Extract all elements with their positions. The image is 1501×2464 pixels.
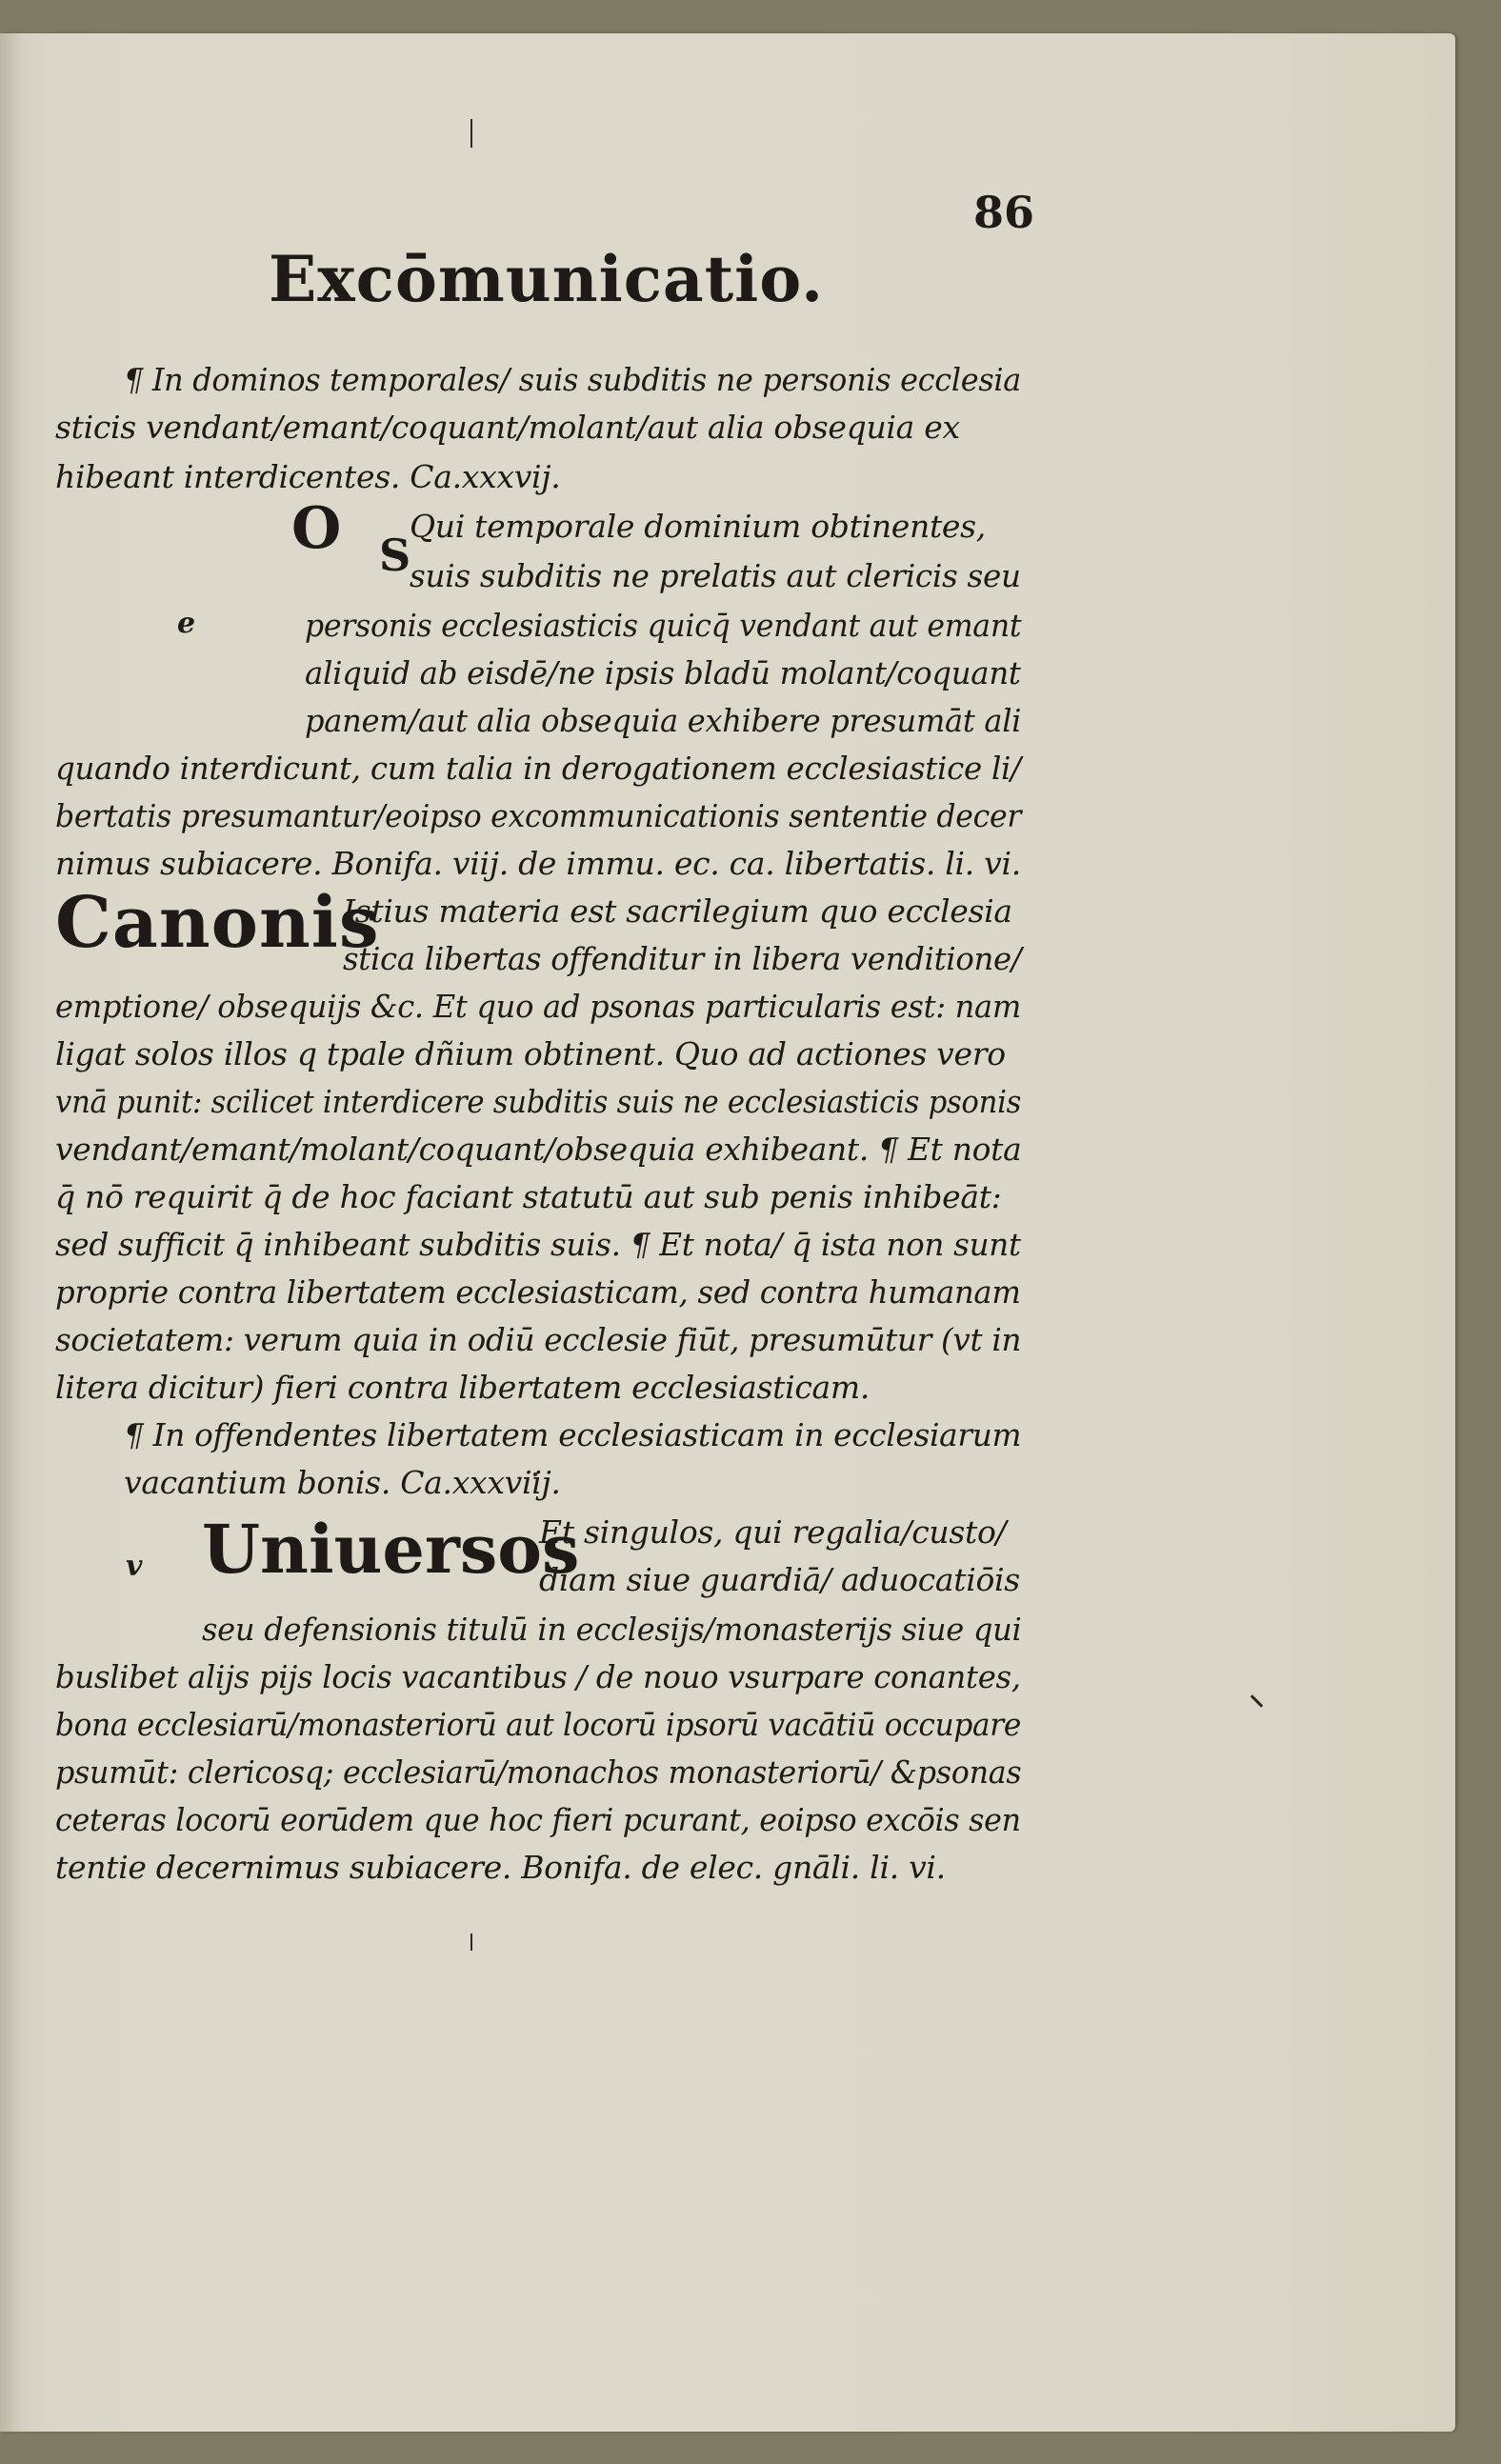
text-line: Istius materia est sacrilegium quo ecclesia bbox=[343, 892, 1012, 930]
text-line: nimus subiacere. Bonifa. viij. de immu. ec. ca. libertatis. li. vi. bbox=[55, 845, 1021, 882]
text-line: sticis vendant/emant/coquant/molant/aut alia obsequia ex bbox=[55, 409, 960, 446]
text-line: quando interdicunt, cum talia in derogationem ecclesiastice li/ bbox=[55, 750, 1021, 787]
text-line: panem/aut alia obsequia exhibere presumāt ali bbox=[305, 702, 1022, 739]
initial-word-uniuersos: Uniuersos bbox=[202, 1510, 580, 1589]
text-line: ceteras locorū eorūdem que hoc fieri pcurant, eoipso excōis sen bbox=[55, 1801, 1021, 1838]
text-line: vacantium bonis. Ca.xxxviij. bbox=[124, 1464, 561, 1501]
text-line: vnā punit: scilicet interdicere subditis suis ne ecclesiasticis psonis bbox=[55, 1083, 1022, 1120]
text-line: ¶ In dominos temporales/ suis subditis ne personis ecclesia bbox=[124, 361, 1022, 398]
text-line: societatem: verum quia in odiū ecclesie fiūt, presumūtur (vt in bbox=[55, 1321, 1022, 1358]
text-line: buslibet alijs pijs locis vacantibus / de nouo vsurpare conantes, bbox=[55, 1658, 1021, 1695]
guide-letter-e: e bbox=[177, 607, 196, 640]
page-heading: Excōmunicatio. bbox=[269, 242, 825, 316]
text-line: bona ecclesiarū/monasteriorū aut locorū ipsorū vacātiū occupare bbox=[55, 1706, 1022, 1743]
initial-letter-o: O bbox=[291, 495, 342, 562]
initial-word-canonis: Canonis bbox=[55, 882, 380, 964]
text-line: litera dicitur) fieri contra libertatem ecclesiasticam. bbox=[55, 1369, 871, 1406]
text-line: ¶ In offendentes libertatem ecclesiasticam in ecclesiarum bbox=[124, 1416, 1022, 1453]
text-line: vendant/emant/molant/coquant/obsequia exhibeant. ¶ Et nota bbox=[55, 1131, 1022, 1168]
text-line: q̄ nō requirit q̄ de hoc faciant statutū aut sub penis inhibeāt: bbox=[55, 1178, 1002, 1215]
text-line: diam siue guardiā/ aduocatiōis bbox=[539, 1561, 1020, 1598]
ink-mark bbox=[470, 1933, 472, 1951]
text-line: hibeant interdicentes. Ca.xxxvij. bbox=[55, 458, 561, 495]
guide-letter-v: v bbox=[126, 1550, 143, 1583]
initial-letter-s: S bbox=[379, 530, 411, 581]
text-line: sed sufficit q̄ inhibeant subditis suis. ¶ Et nota/ q̄ ista non sunt bbox=[55, 1226, 1021, 1263]
text-line: proprie contra libertatem ecclesiasticam, sed contra humanam bbox=[55, 1273, 1021, 1311]
text-line: suis subditis ne prelatis aut clericis seu bbox=[410, 557, 1021, 594]
text-line: tentie decernimus subiacere. Bonifa. de elec. gnāli. li. vi. bbox=[55, 1849, 946, 1886]
text-line: aliquid ab eisdē/ne ipsis bladū molant/coquant bbox=[305, 654, 1021, 691]
text-line: bertatis presumantur/eoipso excommunicationis sententie decer bbox=[55, 797, 1022, 834]
text-line: Qui temporale dominium obtinentes, bbox=[410, 508, 986, 545]
text-line: seu defensionis titulū in ecclesijs/monasterijs siue qui bbox=[202, 1611, 1022, 1648]
text-line: Et singulos, qui regalia/custo/ bbox=[539, 1513, 1007, 1551]
text-line: psumūt: clericosq; ecclesiarū/monachos monasteriorū/ &psonas bbox=[55, 1753, 1022, 1791]
ink-mark bbox=[470, 119, 472, 148]
text-line: ligat solos illos q tpale dñium obtinent. Quo ad actiones vero bbox=[55, 1035, 1006, 1072]
text-line: emptione/ obsequijs &c. Et quo ad psonas particularis est: nam bbox=[55, 988, 1022, 1025]
text-line: stica libertas offenditur in libera venditione/ bbox=[343, 940, 1022, 977]
folio-number: 86 bbox=[973, 187, 1035, 238]
paper-shadow-edge bbox=[0, 33, 21, 2432]
text-line: personis ecclesiasticis quicq̄ vendant aut emant bbox=[305, 607, 1022, 644]
